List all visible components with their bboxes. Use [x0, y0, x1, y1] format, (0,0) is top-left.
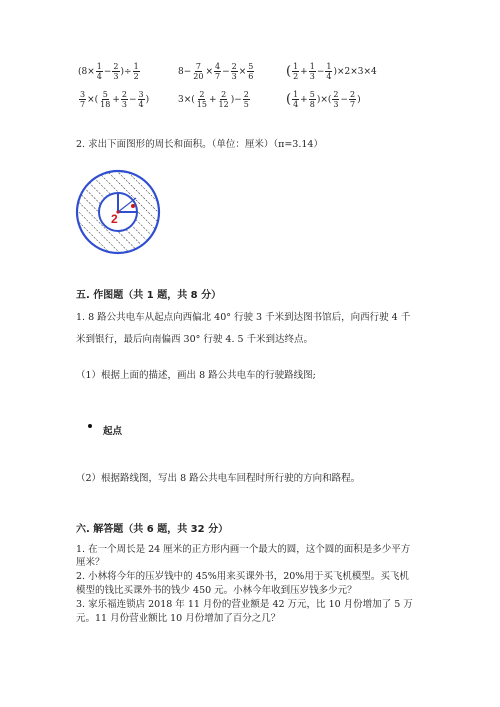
numerator: 3	[138, 90, 144, 99]
expr-text: (	[286, 92, 292, 107]
expr-text: (	[286, 64, 292, 79]
numerator: 1	[326, 62, 332, 71]
expr-operator: −	[222, 66, 230, 77]
denominator: 4	[326, 72, 332, 81]
fraction	[133, 62, 140, 81]
numerator: 1	[96, 62, 102, 71]
denominator: 7	[215, 72, 221, 81]
fraction	[309, 90, 316, 109]
section-6-q3-line1: 3. 家乐福连锁店 2018 年 11 月份的营业额是 42 万元，比 10 月份增加了 5 万	[76, 599, 413, 610]
fraction	[292, 90, 299, 109]
expr-text: ×(	[87, 94, 99, 105]
section-6-title: 六. 解答题（共 6 题，共 32 分）	[76, 524, 229, 535]
expr-text: )−	[230, 94, 242, 105]
denominator: 8	[309, 100, 315, 109]
expr-operator: +	[300, 66, 308, 77]
numerator: 2	[221, 90, 227, 99]
section-6-q2-line2: 模型的钱比买课外书的钱少 450 元。小林今年收到压岁钱多少元？	[76, 585, 357, 596]
denominator: 3	[231, 72, 237, 81]
denominator: 4	[293, 100, 299, 109]
expr-operator: −	[316, 66, 325, 77]
expr-text: )	[357, 94, 361, 105]
fraction	[121, 90, 128, 109]
section-6-q2-line1: 2. 小林将今年的压岁钱中的 45%用来买课外书，20%用于买飞机模型。买飞机	[76, 571, 409, 582]
expr-operator: ×	[205, 66, 214, 77]
expr-operator: +	[208, 94, 217, 105]
expression-2	[178, 62, 255, 81]
expression-4	[78, 90, 149, 109]
radius-label: 2	[111, 212, 118, 226]
fraction	[325, 62, 332, 81]
section-5-q1-line2: 米到银行，最后向南偏西 30° 行驶 4. 5 千米到达终点。	[76, 334, 314, 345]
red-marker	[131, 204, 135, 208]
denominator: 2	[133, 72, 139, 81]
numerator: 4	[215, 62, 221, 71]
expr-operator: +	[112, 94, 120, 105]
fraction	[138, 90, 145, 109]
denominator: 5	[243, 100, 249, 109]
section-5-sub2: （2）根据路线图，写出 8 路公共电车回程时所行驶的方向和路程。	[76, 473, 361, 484]
numerator: 5	[248, 62, 254, 71]
expr-text: )	[145, 94, 150, 105]
fraction	[292, 62, 299, 81]
section-5-title: 五. 作图题（共 1 题，共 8 分）	[76, 290, 222, 301]
numerator: 2	[333, 90, 339, 99]
denominator: 12	[218, 100, 229, 109]
expr-operator: +	[300, 94, 308, 105]
fraction	[112, 62, 119, 81]
expr-operator: −	[340, 94, 349, 105]
expr-text: 8−	[178, 66, 192, 77]
fraction	[349, 90, 356, 109]
annulus-figure	[74, 168, 162, 256]
start-point-label: 起点	[103, 426, 123, 437]
question-2-text: 2. 求出下面图形的周长和面积。（单位：厘米）（π=3.14）	[76, 139, 323, 150]
numerator: 1	[293, 62, 299, 71]
expression-1	[78, 62, 141, 81]
fraction	[99, 90, 111, 109]
expression-5	[178, 90, 251, 109]
expr-operator: −	[128, 94, 137, 105]
numerator: 1	[309, 62, 315, 71]
numerator: 2	[113, 62, 119, 71]
fraction	[79, 90, 86, 109]
denominator: 20	[193, 72, 204, 81]
fraction	[247, 62, 254, 81]
expr-text: (8×	[78, 66, 95, 77]
expression-6	[286, 90, 361, 109]
numerator: 5	[102, 90, 108, 99]
fraction	[309, 62, 316, 81]
expr-text: )×2×3×4	[333, 66, 377, 77]
expr-text: )×(	[316, 94, 332, 105]
numerator: 7	[195, 62, 201, 71]
denominator: 3	[121, 100, 127, 109]
section-6-q1-line2: 厘米？	[76, 557, 105, 568]
fraction	[218, 90, 230, 109]
numerator: 1	[133, 62, 139, 71]
fraction	[332, 90, 339, 109]
numerator: 2	[231, 62, 237, 71]
expr-text: 3×(	[178, 94, 195, 105]
start-point-dot	[88, 424, 92, 428]
numerator: 2	[199, 90, 205, 99]
denominator: 3	[113, 72, 119, 81]
fraction	[96, 62, 103, 81]
numerator: 2	[121, 90, 127, 99]
expression-3	[286, 62, 377, 81]
denominator: 3	[309, 72, 315, 81]
numerator: 2	[350, 90, 356, 99]
denominator: 2	[293, 72, 299, 81]
numerator: 5	[309, 90, 315, 99]
expr-operator: −	[103, 66, 112, 77]
denominator: 7	[80, 100, 86, 109]
fraction	[192, 62, 204, 81]
section-5-sub1: （1）根据上面的描述，画出 8 路公共电车的行驶路线图;	[76, 370, 316, 381]
fraction	[214, 62, 221, 81]
fraction	[243, 90, 250, 109]
numerator: 3	[80, 90, 86, 99]
expr-text: )÷	[120, 66, 132, 77]
fraction	[196, 90, 208, 109]
denominator: 4	[138, 100, 144, 109]
denominator: 6	[248, 72, 254, 81]
numerator: 1	[293, 90, 299, 99]
denominator: 18	[100, 100, 111, 109]
section-6-q3-line2: 元。11 月份营业额比 10 月份增加了百分之几？	[76, 613, 281, 624]
section-6-q1-line1: 1. 在一个周长是 24 厘米的正方形内画一个最大的圆，这个圆的面积是多少平方	[76, 544, 411, 555]
section-5-q1-line1: 1. 8 路公共电车从起点向西偏北 40° 行驶 3 千米到达图书馆后，向西行驶 4 千	[76, 312, 411, 323]
fraction	[231, 62, 238, 81]
denominator: 4	[96, 72, 102, 81]
denominator: 7	[350, 100, 356, 109]
denominator: 3	[333, 100, 339, 109]
numerator: 2	[243, 90, 249, 99]
denominator: 15	[196, 100, 207, 109]
expr-operator: ×	[238, 66, 247, 77]
